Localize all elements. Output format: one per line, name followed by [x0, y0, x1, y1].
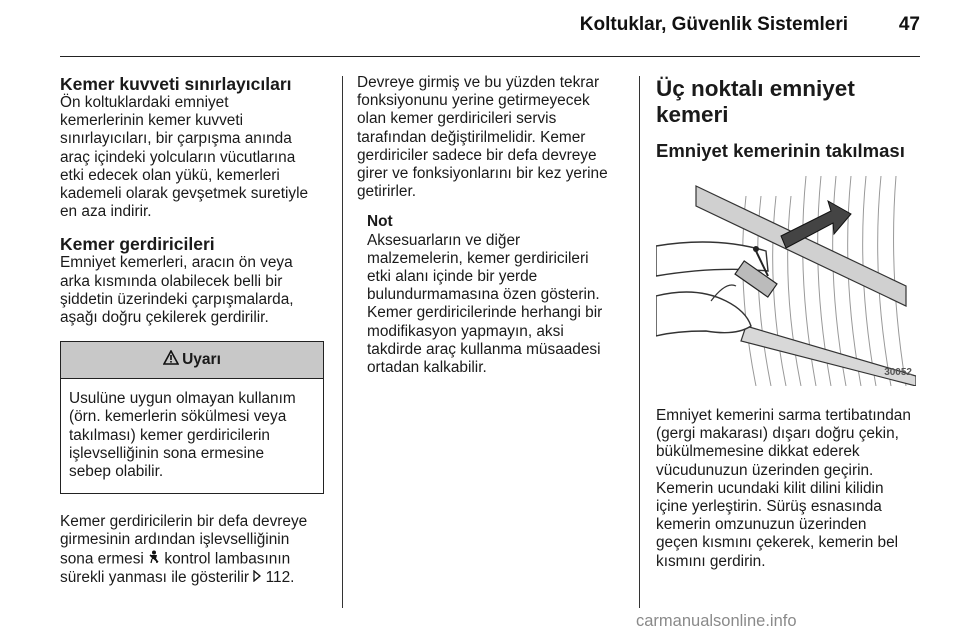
text-line: takdirde araç kullanma müsaadesi — [367, 340, 601, 358]
middle-column — [357, 74, 627, 377]
text-line: kontrol lambasının — [164, 550, 291, 568]
text-line: takılması) kemer gerdiricilerin — [69, 426, 270, 444]
note-block — [357, 213, 627, 377]
figure-number: 30052 — [884, 366, 912, 378]
text-line: Devreye girmiş ve bu yüzden tekrar — [357, 74, 600, 91]
text-line: girer ve fonksiyonlarını bir kez yerine — [357, 165, 608, 183]
page-number: 47 — [898, 14, 920, 35]
closing-paragraph — [60, 513, 328, 587]
pretensioners-paragraph — [60, 254, 328, 327]
text-line: içine yerleştirin. Sürüş esnasında — [656, 498, 882, 516]
text-line: Emniyet kemerini sarma tertibatından — [656, 407, 911, 424]
force-limiters-paragraph — [60, 94, 328, 221]
fastening-instructions-paragraph — [656, 407, 926, 571]
text-line: araç içindeki yolcuların vücutlarına — [60, 148, 296, 166]
text-line: sınırlayıcıları, bir çarpışma anında — [60, 130, 292, 148]
warning-body — [61, 379, 323, 493]
text-line: kemerin omzunuzun üzerinden — [656, 516, 867, 534]
right-column — [656, 76, 926, 571]
section-heading-pretensioners: Kemer gerdiricileri — [60, 234, 215, 255]
column-divider-right — [639, 76, 640, 608]
text-line: Ön koltuklardaki emniyet — [60, 94, 229, 111]
seatbelt-pretensioner-warning-icon — [148, 550, 160, 569]
text-line: bulundurmamasına özen gösterin. — [367, 286, 600, 304]
text-line: etki edecek olan yükü, kemerleri — [60, 166, 280, 184]
text-line: malzemelerin, kemer gerdiricileri — [367, 249, 589, 267]
left-column — [60, 74, 328, 587]
section-heading-force-limiters: Kemer kuvveti sınırlayıcıları — [60, 74, 292, 94]
three-point-belt-heading: Üç noktalı emniyet kemeri — [656, 76, 855, 127]
warning-triangle-icon — [163, 350, 179, 370]
text-line: (örn. kemerlerin sökülmesi veya — [69, 408, 287, 426]
text-line: Kemer gerdiricilerinde herhangi bir — [367, 304, 603, 322]
text-line: sebep olabilir. — [69, 463, 164, 481]
text-line: fonksiyonunu yerine getirmeyecek — [357, 92, 590, 110]
warning-title: Uyarı — [182, 351, 221, 369]
text-line: Emniyet kemerleri, aracın ön veya — [60, 254, 293, 272]
text-line: sona ermesi — [60, 550, 144, 568]
text-line: girmesinin ardından işlevselliğinin — [60, 531, 290, 549]
seatbelt-drawing — [656, 176, 916, 386]
text-line: bükülmemesine dikkat ederek — [656, 443, 860, 461]
text-line: Usulüne uygun olmayan kullanım — [69, 390, 296, 408]
text-line: Kemerin ucundaki kilit dilini kilidin — [656, 479, 884, 497]
text-line: (gergi makarası) dışarı doğru çekin, — [656, 425, 899, 443]
text-line: şiddetin üzerindeki çarpışmalarda, — [60, 290, 294, 308]
text-line: kademeli olarak gevşetmek suretiyle — [60, 185, 309, 203]
warning-box — [60, 341, 324, 494]
seatbelt-illustration — [656, 176, 916, 386]
text-line: işlevselliğinin sona ermesine — [69, 444, 265, 462]
text-line: geçen kısmını çekerek, kemerin bel — [656, 534, 899, 552]
text-line: getirirler. — [357, 183, 417, 201]
text-line: vücudunuzun üzerinden geçirin. — [656, 461, 874, 479]
text-line: etki alanı içinde bir yerde — [367, 268, 538, 286]
text-line: Kemer gerdiricilerin bir defa devreye — [60, 513, 308, 531]
page-reference-link[interactable]: 112. — [265, 569, 295, 587]
header-title: Koltuklar, Güvenlik Sistemleri — [579, 14, 848, 35]
text-line: Aksesuarların ve diğer — [367, 231, 521, 249]
text-line: olan kemer gerdiricileri servis — [357, 110, 557, 128]
watermark: carmanualsonline.info — [636, 612, 797, 630]
text-line: arka kısmında olabilecek belli bir — [60, 272, 283, 290]
text-line: ortadan kalkabilir. — [367, 359, 487, 377]
text-line: tarafından değiştirilmelidir. Kemer — [357, 128, 586, 146]
text-line: kısmını gerdirin. — [656, 552, 766, 570]
text-line: gerdiriciler sadece bir defa devreye — [357, 146, 597, 164]
header-rule — [60, 56, 920, 57]
fastening-belt-subheading: Emniyet kemerinin takılması — [656, 140, 905, 161]
text-line: kemerlerinin kemer kuvveti — [60, 112, 244, 130]
page-reference-arrow-icon[interactable] — [253, 569, 261, 587]
column-divider-left — [342, 76, 343, 608]
text-line: sürekli yanması ile gösterilir — [60, 569, 250, 587]
replacement-paragraph — [357, 74, 627, 201]
warning-header — [61, 342, 323, 379]
text-line: modifikasyon yapmayın, aksi — [367, 322, 564, 340]
note-title: Not — [367, 213, 393, 231]
text-line: aşağı doğru çekilerek gerdirilir. — [60, 309, 269, 327]
text-line: en aza indirir. — [60, 203, 152, 221]
